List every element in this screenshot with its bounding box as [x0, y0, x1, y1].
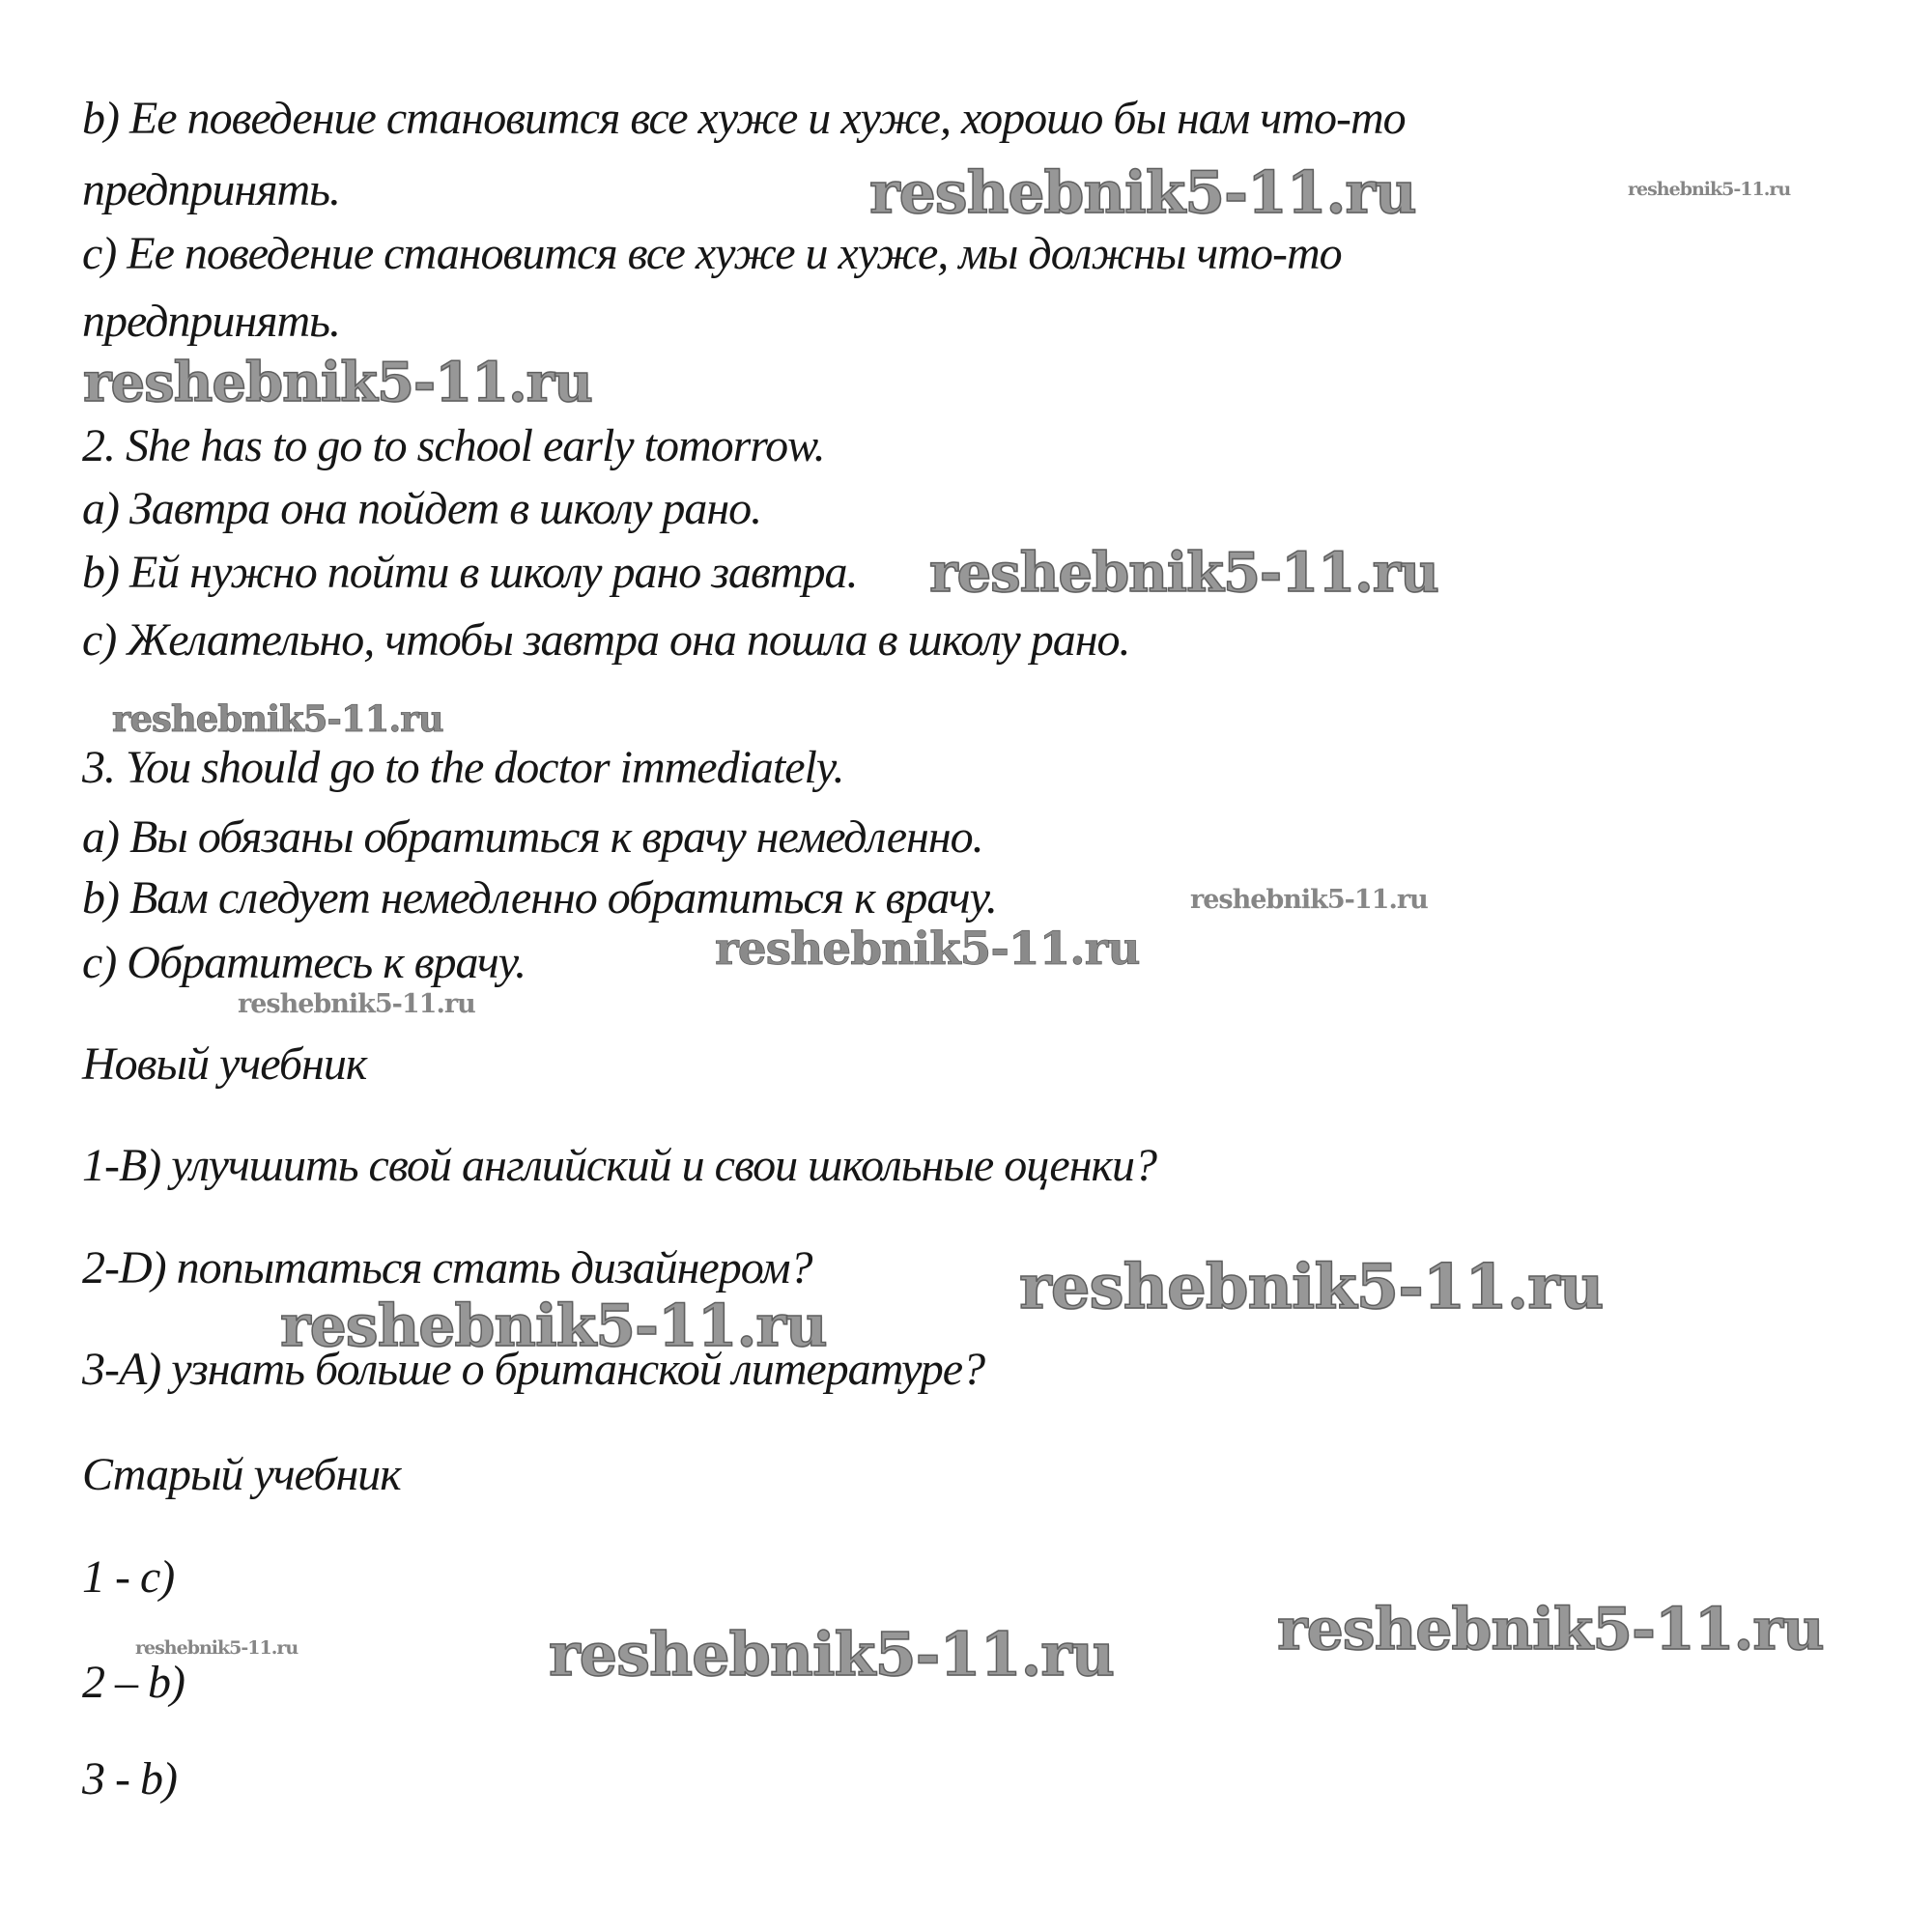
site-watermark: reshebnik5-11.ru	[715, 923, 1140, 976]
site-watermark: reshebnik5-11.ru	[869, 159, 1416, 227]
site-watermark: reshebnik5-11.ru	[1628, 179, 1791, 200]
site-watermark: reshebnik5-11.ru	[549, 1619, 1114, 1690]
site-watermark: reshebnik5-11.ru	[112, 697, 443, 740]
site-watermark: reshebnik5-11.ru	[1190, 885, 1428, 915]
answer-line-1b-cont: предпринять.	[82, 164, 341, 215]
answer-line-1b: b) Ее поведение становится все хуже и хуже, хорошо бы нам что-то	[82, 93, 1406, 144]
site-watermark: reshebnik5-11.ru	[135, 1637, 299, 1659]
site-watermark: reshebnik5-11.ru	[83, 351, 592, 414]
answer-line-3a: a) Вы обязаны обратиться к врачу немедленно.	[82, 811, 983, 863]
answer-line-1c-cont: предпринять.	[82, 296, 341, 347]
result-line-1c: 1 - c)	[82, 1551, 175, 1603]
answer-line-2c: c) Желательно, чтобы завтра она пошла в школу рано.	[82, 614, 1130, 666]
site-watermark: reshebnik5-11.ru	[1277, 1596, 1824, 1663]
old-textbook-heading: Старый учебник	[82, 1449, 401, 1500]
answer-line-3b: b) Вам следует немедленно обратиться к врачу.	[82, 872, 997, 923]
task-3-heading: 3. You should go to the doctor immediately.	[82, 742, 844, 793]
answer-line-3c: c) Обратитесь к врачу.	[82, 937, 526, 988]
match-line-2D: 2-D) попытаться стать дизайнером?	[82, 1242, 812, 1293]
match-line-3A: 3-A) узнать больше о британской литературе?	[82, 1344, 985, 1395]
task-2-heading: 2. She has to go to school early tomorrow.	[82, 420, 825, 471]
site-watermark: reshebnik5-11.ru	[929, 541, 1438, 605]
result-line-2b: 2 – b)	[82, 1657, 185, 1708]
new-textbook-heading: Новый учебник	[82, 1038, 367, 1090]
site-watermark: reshebnik5-11.ru	[1019, 1251, 1604, 1323]
result-line-3b: 3 - b)	[82, 1753, 177, 1804]
answer-line-2b: b) Ей нужно пойти в школу рано завтра.	[82, 547, 858, 598]
match-line-1B: 1-B) улучшить свой английский и свои школьные оценки?	[82, 1140, 1156, 1191]
answer-line-2a: a) Завтра она пойдет в школу рано.	[82, 483, 762, 534]
site-watermark: reshebnik5-11.ru	[238, 989, 475, 1019]
answer-line-1c: c) Ее поведение становится все хуже и хуже, мы должны что-то	[82, 228, 1342, 279]
site-watermark: reshebnik5-11.ru	[280, 1293, 827, 1360]
